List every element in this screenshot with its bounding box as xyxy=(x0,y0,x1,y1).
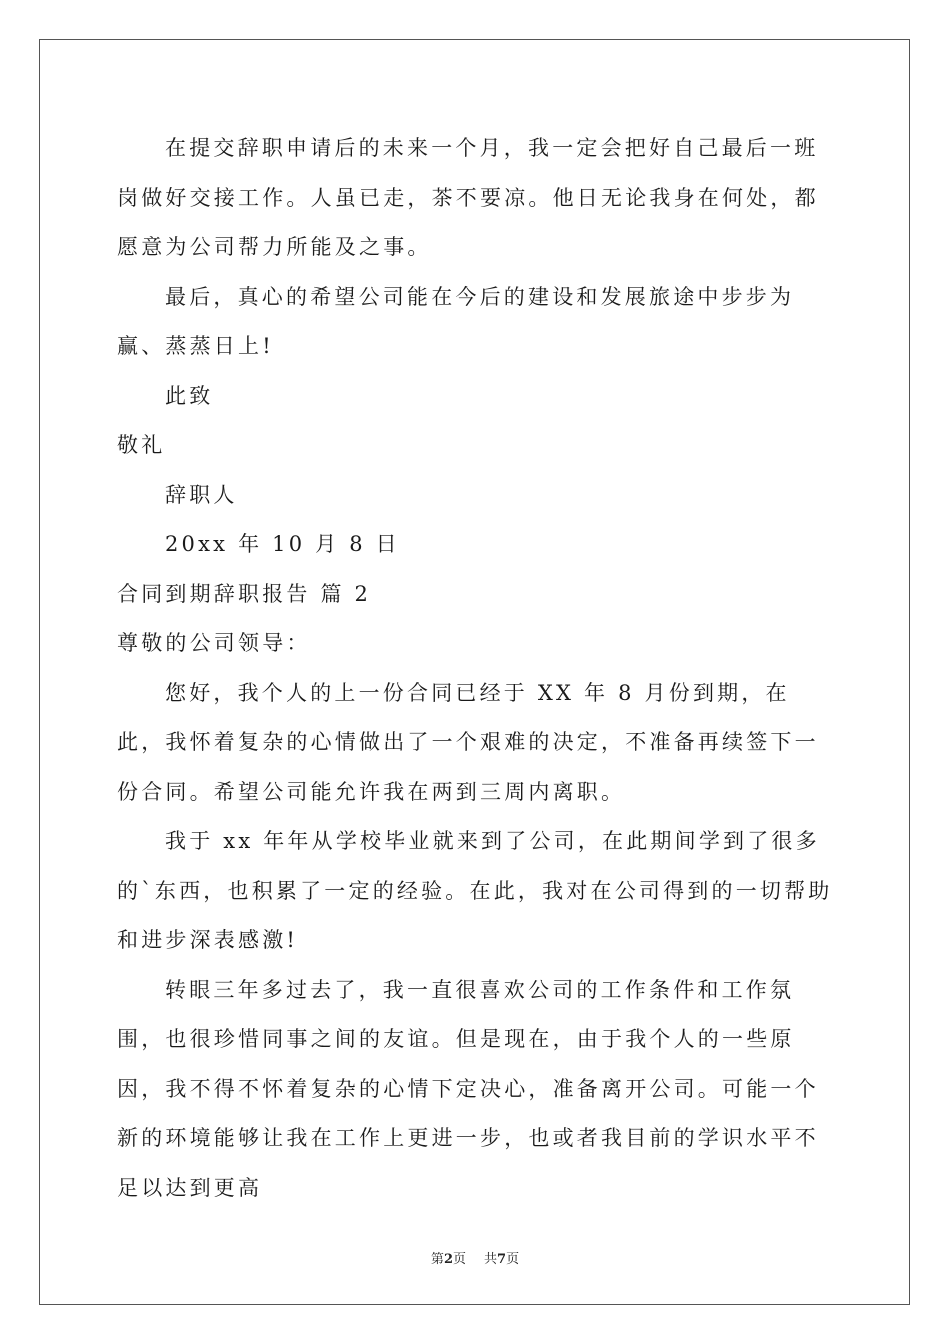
paragraph: 在提交辞职申请后的未来一个月，我一定会把好自己最后一班岗做好交接工作。人虽已走，茶不要凉。他日无论我身在何处，都愿意为公司帮力所能及之事。 xyxy=(117,136,819,259)
paragraph: 最后，真心的希望公司能在今后的建设和发展旅途中步步为赢、蒸蒸日上! xyxy=(117,284,795,358)
paragraph: 我于 xx 年年从学校毕业就来到了公司，在此期间学到了很多的`东西，也积累了一定的经验。在此，我对在公司得到的一切帮助和进步深表感激! xyxy=(117,829,833,952)
total-pages: 7 xyxy=(497,1252,507,1267)
paragraph: 此致 xyxy=(165,383,214,408)
page-prefix: 第 xyxy=(430,1252,444,1267)
section-heading: 合同到期辞职报告 篇 2 xyxy=(117,581,372,606)
paragraph: 转眼三年多过去了，我一直很喜欢公司的工作条件和工作氛围，也很珍惜同事之间的友谊。但是现在，由于我个人的一些原因，我不得不怀着复杂的心情下定决心，准备离开公司。可能一个新的环境能够让我在工作上更进一步，也或者我目前的学识水平不足以达到更高 xyxy=(117,977,819,1200)
paragraph: 您好，我个人的上一份合同已经于 XX 年 8 月份到期，在此，我怀着复杂的心情做出了一个艰难的决定，不准备再续签下一份合同。希望公司能允许我在两到三周内离职。 xyxy=(117,680,819,804)
document-body xyxy=(117,124,837,1213)
paragraph: 敬礼 xyxy=(117,433,166,457)
paragraph: 20xx 年 10 月 8 日 xyxy=(165,532,400,556)
total-prefix: 共 xyxy=(484,1252,498,1267)
page-footer xyxy=(0,1248,950,1267)
page-number: 2 xyxy=(443,1252,453,1267)
salutation: 尊敬的公司领导： xyxy=(117,631,311,655)
total-suffix: 页 xyxy=(506,1252,520,1267)
paragraph: 辞职人 xyxy=(165,482,238,507)
page-suffix: 页 xyxy=(452,1252,466,1267)
